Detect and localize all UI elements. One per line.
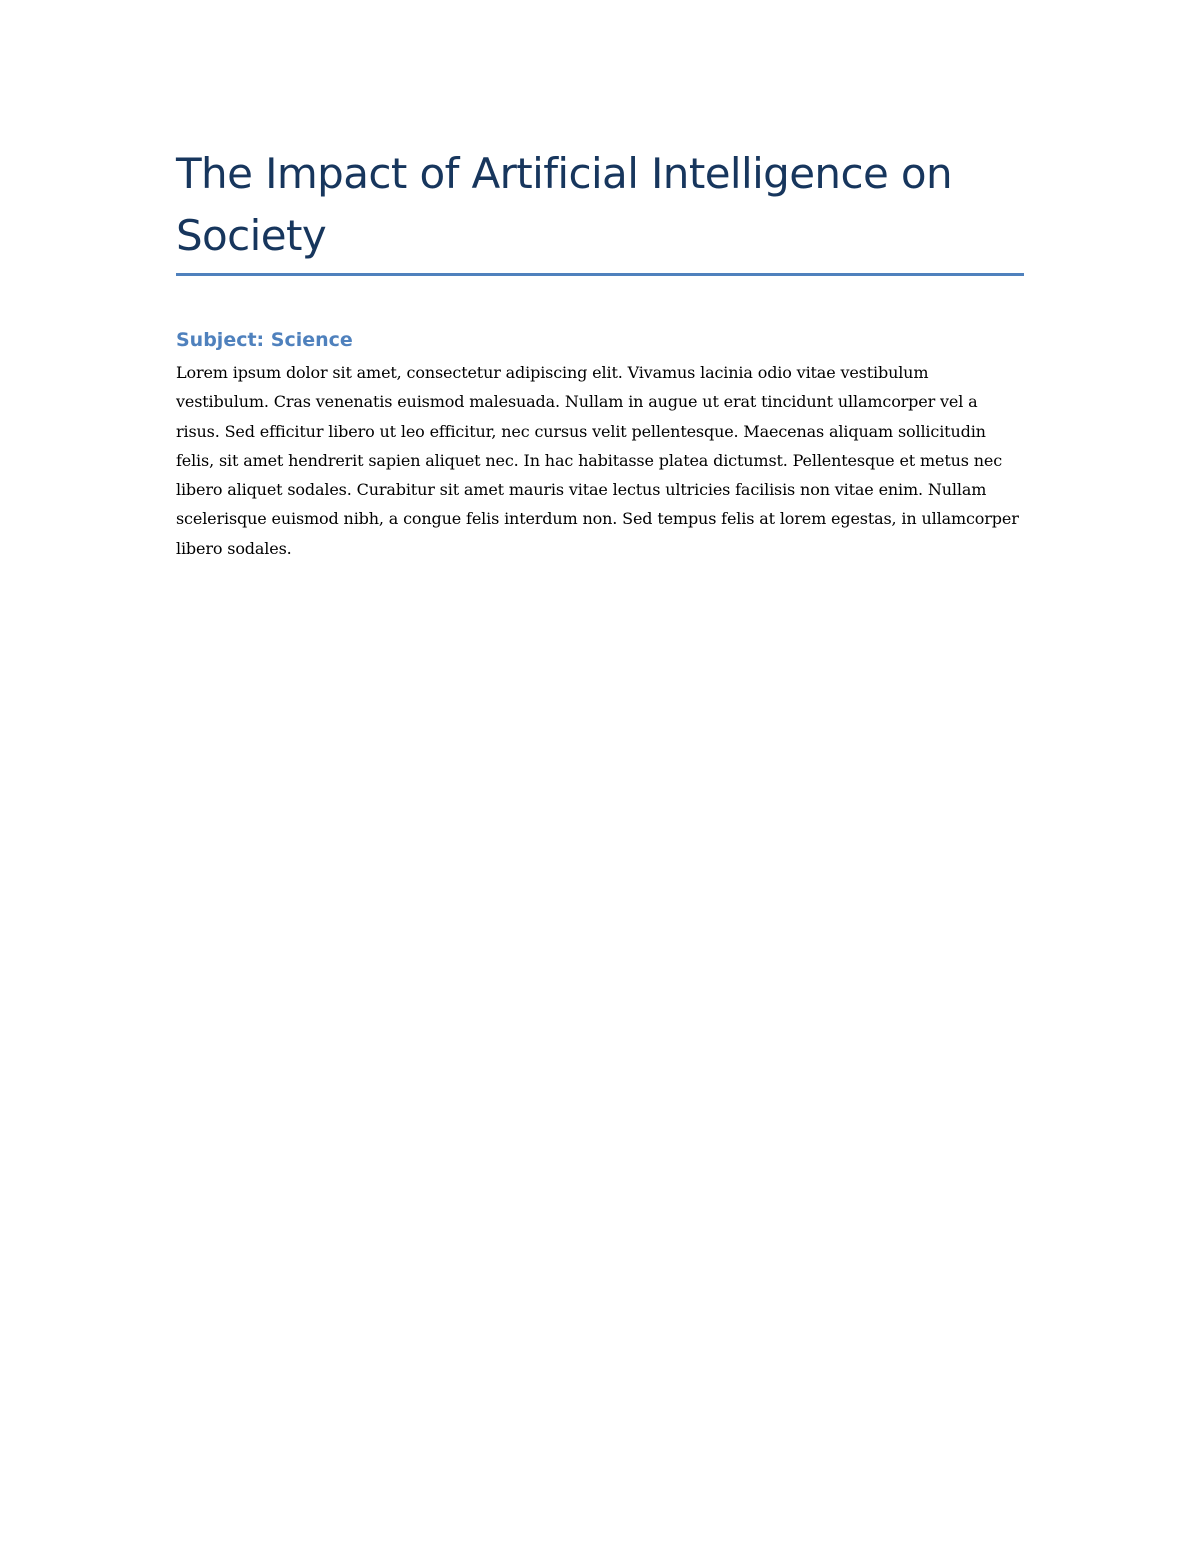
body-paragraph: Lorem ipsum dolor sit amet, consectetur adipiscing elit. Vivamus lacinia odio vitae vestibulum vestibulum. Cras venenatis euismod malesuada. Nullam in augue ut erat tincidunt ullamcorper vel a risus. Sed efficitur libero ut leo efficitur, nec cursus velit pellentesque. Maecenas aliquam sollicitudin felis, sit amet hendrerit sapien aliquet nec. In hac habitasse platea dictumst. Pellentesque et metus nec libero aliquet sodales. Curabitur sit amet mauris vitae lectus ultricies facilisis non vitae enim. Nullam scelerisque euismod nibh, a congue felis interdum non. Sed tempus felis at lorem egestas, in ullamcorper libero sodales. [176, 363, 1019, 558]
title-underline-rule [176, 273, 1024, 276]
document-content [176, 143, 1024, 563]
document-title: The Impact of Artificial Intelligence on Society [176, 149, 953, 260]
subject-heading: Subject: Science [176, 329, 353, 351]
